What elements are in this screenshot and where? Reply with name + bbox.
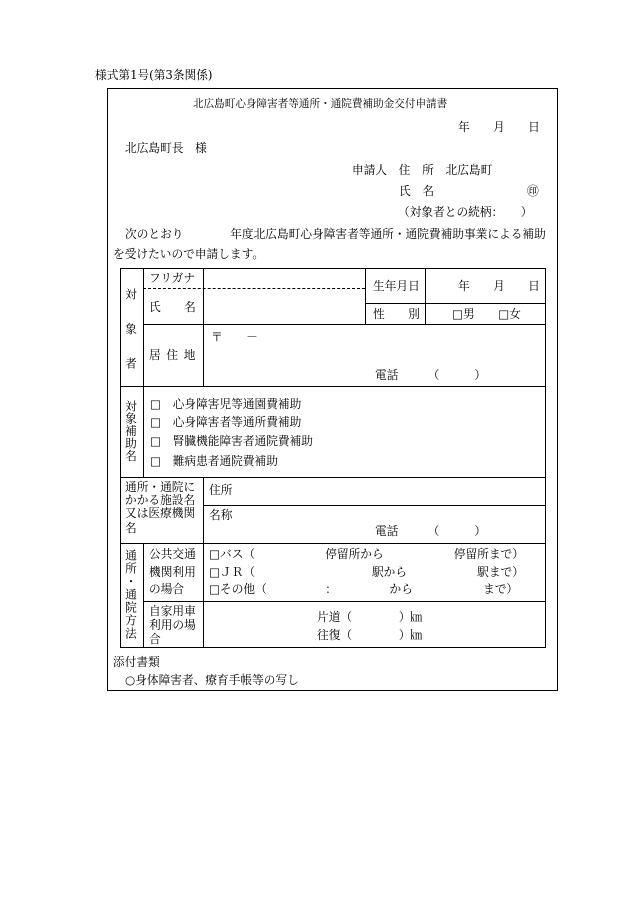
relationship-note: （対象者との続柄： ）: [398, 205, 533, 219]
car-label-line: 利用の場: [149, 618, 196, 632]
facility-phone: 電話 （ ）: [375, 524, 487, 538]
facility-label-line: 名: [125, 521, 137, 535]
table-rule-birth-label-right: [425, 268, 426, 324]
round-trip-distance: 往復（ ）㎞: [317, 628, 423, 642]
sex-options: □男 □女: [452, 307, 521, 321]
furigana-label: フリガナ: [149, 271, 196, 285]
table-rule-subsidy-col: [143, 386, 144, 477]
public-transport-label-line: 公共交通: [149, 547, 196, 561]
intro-line-2: を受けたいので申請します。: [113, 247, 265, 261]
transport-section-label: 通所・通院方法: [124, 549, 138, 640]
other-transport-option: □その他（ ： から まで）: [209, 582, 519, 596]
facility-label-line: かかる施設名: [125, 493, 196, 507]
birthdate-value: 年 月 日: [458, 279, 540, 293]
facility-label-line: 通所・通院に: [125, 480, 196, 494]
facility-name-label: 名称: [209, 508, 233, 522]
car-label-line: 合: [149, 632, 161, 646]
subsidy-option: □ 難病患者通院費補助: [150, 454, 278, 468]
subsidy-option: □ 心身障害児等通園費補助: [150, 397, 302, 411]
table-rule-facility-label-col: [203, 477, 204, 543]
attachments-heading: 添付書類: [113, 655, 160, 669]
bus-option: □バス（ 停留所から 停留所まで）: [209, 547, 524, 561]
table-rule-facility-address: [203, 505, 545, 506]
facility-label-line: 又は医療機関: [125, 506, 196, 520]
sex-label: 性 別: [373, 307, 420, 321]
subsidy-option: □ 腎臓機能障害者通院費補助: [150, 434, 313, 448]
table-rule-birth-label-left: [365, 268, 366, 324]
attachment-item: ○身体障害者、療育手帳等の写し: [125, 673, 299, 687]
jr-option: □ＪＲ（ 駅から 駅まで）: [209, 565, 524, 579]
table-rule-subsidy-end: [120, 477, 545, 478]
subject-section-label: 対象者: [124, 288, 138, 392]
subject-phone: 電話 （ ）: [375, 368, 487, 382]
table-rule-subject-col: [143, 268, 144, 386]
table-rule-furigana: [143, 288, 365, 289]
postal-code-mark: 〒 －: [211, 330, 258, 344]
intro-line-1: 次のとおり 年度北広島町心身障害者等通所・通院費補助事業による補助: [125, 227, 546, 241]
seal-mark: ㊞: [527, 184, 539, 198]
residence-label: 居 住 地: [149, 348, 197, 362]
car-label-line: 自家用車: [149, 604, 196, 618]
table-rule-transport-col: [143, 543, 144, 647]
birthdate-label: 生年月日: [373, 279, 420, 293]
table-rule-birth-sex: [365, 303, 545, 304]
subsidy-option: □ 心身障害者等通所費補助: [150, 415, 302, 429]
addressee: 北広島町長 様: [125, 141, 207, 155]
subject-name-label: 氏 名: [149, 300, 196, 314]
date-line: 年 月 日: [458, 120, 540, 134]
public-transport-label-line: 機関利用: [149, 565, 196, 579]
public-transport-label-line: の場合: [149, 582, 185, 596]
applicant-address-line: 申請人 住 所 北広島町: [352, 163, 493, 177]
table-rule-facility-end: [120, 543, 545, 544]
facility-address-label: 住所: [209, 483, 233, 497]
applicant-name-label: 氏 名: [399, 184, 435, 198]
one-way-distance: 片道（ ）㎞: [317, 610, 423, 624]
form-number: 様式第1号(第3条関係): [95, 68, 213, 82]
form-title: 北広島町心身障害者等通所・通院費補助金交付申請書: [193, 98, 448, 110]
table-rule-subject-label-col: [203, 268, 204, 386]
table-rule-subject-end: [120, 386, 545, 387]
subsidy-section-label: 対象補助名: [124, 400, 138, 462]
table-rule-transport-label-col: [203, 543, 204, 647]
